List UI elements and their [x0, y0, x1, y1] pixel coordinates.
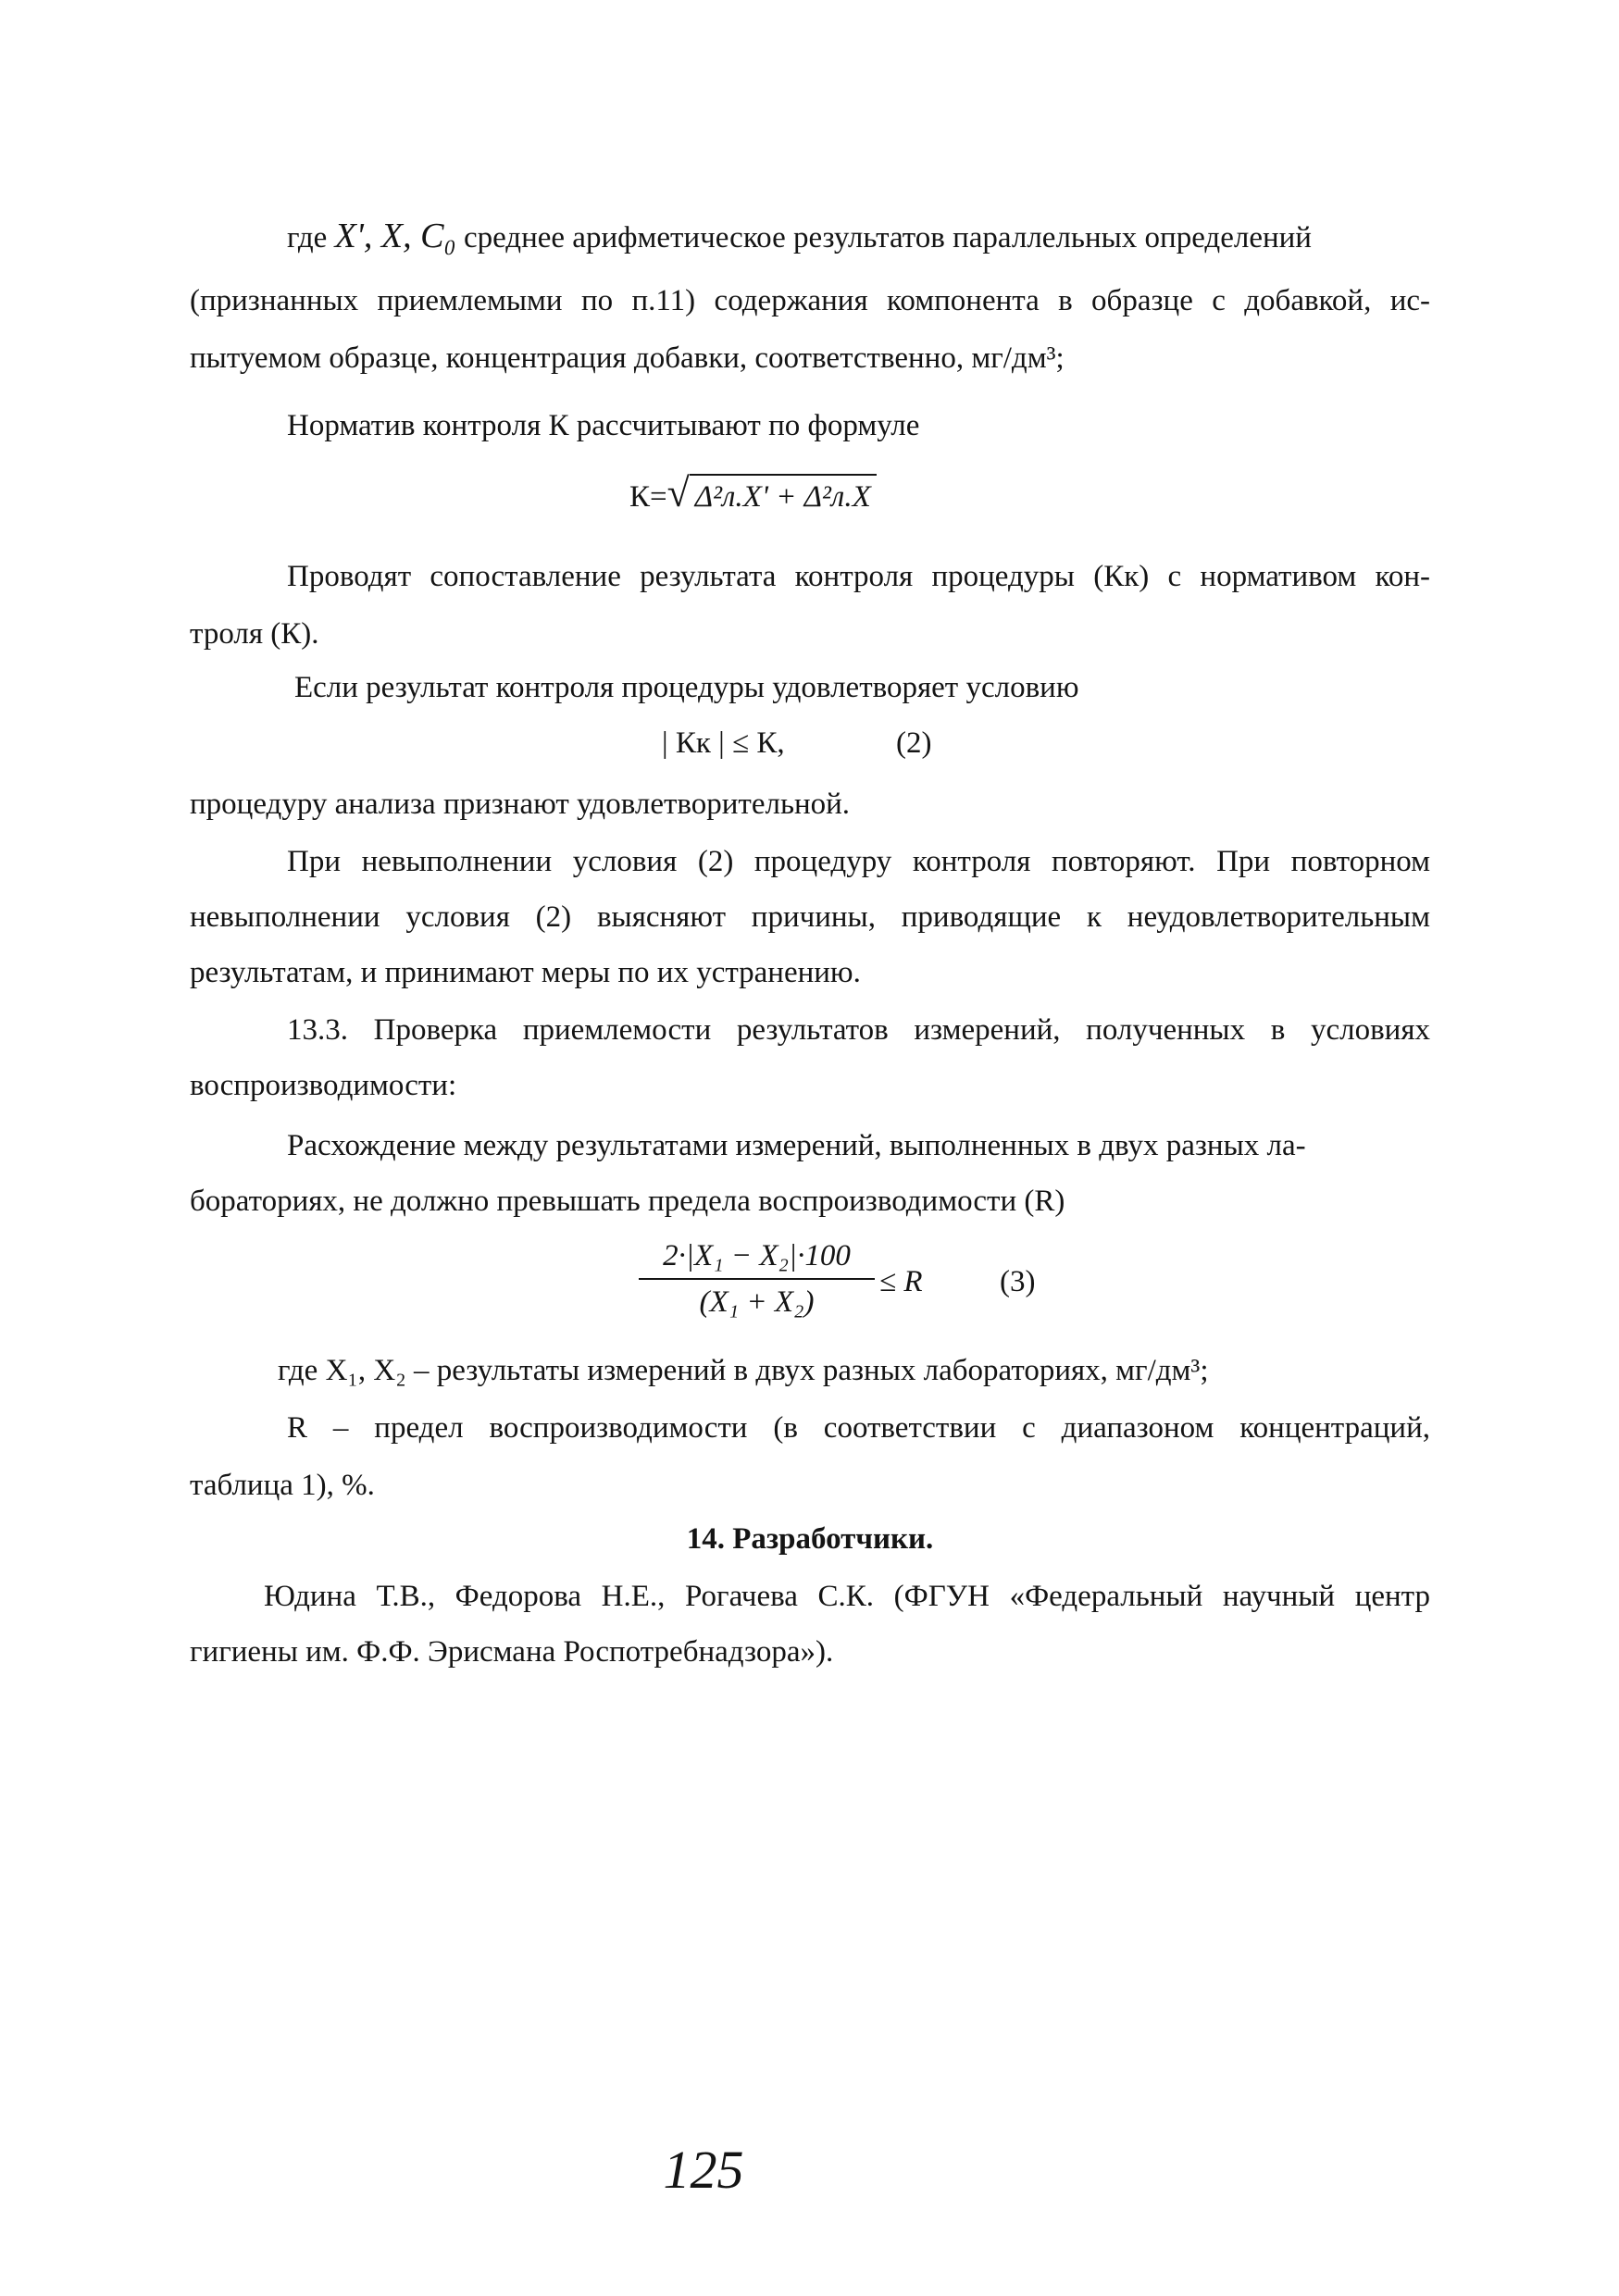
where-x-line: где X₁, X₂ – результаты измерений в двух разных лабораториях, мг/дм³; — [278, 1354, 1209, 1387]
discrepancy-line-2: бораториях, не должно превышать предела воспроизводимости (R) — [190, 1185, 1065, 1218]
condition-formula: | Кк | ≤ К, — [662, 726, 785, 760]
page-number: 125 — [663, 2140, 744, 2200]
discrepancy-line-1: Расхождение между результатами измерений, выполненных в двух разных ла- — [287, 1129, 1306, 1162]
symbols-x-prime-x-c0: X', X, C₀ — [334, 217, 456, 255]
where-word: где — [287, 221, 328, 254]
compare-line-2: троля (К). — [190, 617, 319, 651]
section-13-3-line-2: воспроизводимости: — [190, 1069, 457, 1102]
compare-line-1: Проводят сопоставление результата контроля процедуры (Кк) с нормативом кон- — [287, 560, 1430, 593]
paragraph-where-line-1 — [287, 215, 1430, 259]
norm-intro: Норматив контроля К рассчитывают по формуле — [287, 409, 920, 442]
failure-line-2: невыполнении условия (2) выясняют причины, приводящие к неудовлетворительным — [190, 900, 1430, 934]
formula-3-rhs: ≤ R — [879, 1265, 923, 1298]
developers-line-2: гигиены им. Ф.Ф. Эрисмана Роспотребнадзора»). — [190, 1635, 834, 1669]
where-r-line-2: таблица 1), %. — [190, 1469, 375, 1502]
paragraph-where-line-3: пытуемом образце, концентрация добавки, соответственно, мг/дм³; — [190, 341, 1065, 375]
failure-line-1: При невыполнении условия (2) процедуру контроля повторяют. При повторном — [287, 845, 1430, 878]
condition-equation-number: (2) — [896, 726, 932, 760]
section-14-heading: 14. Разработчики. — [686, 1522, 934, 1556]
fraction-bar — [639, 1278, 875, 1280]
formula-3-equation-number: (3) — [1000, 1265, 1036, 1298]
condition-intro: Если результат контроля процедуры удовлетворяет условию — [294, 671, 1079, 704]
where-r-line-1: R – предел воспроизводимости (в соответствии с диапазоном концентраций, — [287, 1411, 1430, 1445]
failure-line-3: результатам, и принимают меры по их устранению. — [190, 956, 861, 989]
formula-k-lhs: К= — [629, 480, 667, 514]
mean-description: среднее арифметическое результатов параллельных определений — [463, 221, 1312, 254]
developers-line-1: Юдина Т.В., Федорова Н.Е., Рогачева С.К. (ФГУН «Федеральный научный центр — [264, 1580, 1430, 1613]
formula-k-radicand: Δ²л.Х' + Δ²л.Х — [690, 474, 877, 518]
paragraph-where-line-2: (признанных приемлемыми по п.11) содержания компонента в образце с добавкой, ис- — [190, 284, 1430, 317]
formula-k: К=√ Δ²л.Х' + Δ²л.Х — [629, 472, 877, 518]
formula-3-fraction — [639, 1235, 875, 1322]
formula-3-denominator: (X₁ + X₂) — [699, 1285, 815, 1319]
formula-3-numerator: 2·|X₁ − X₂|·100 — [663, 1239, 851, 1272]
condition-result: процедуру анализа признают удовлетворительной. — [190, 788, 851, 821]
section-13-3-line-1: 13.3. Проверка приемлемости результатов измерений, полученных в условиях — [287, 1013, 1430, 1047]
